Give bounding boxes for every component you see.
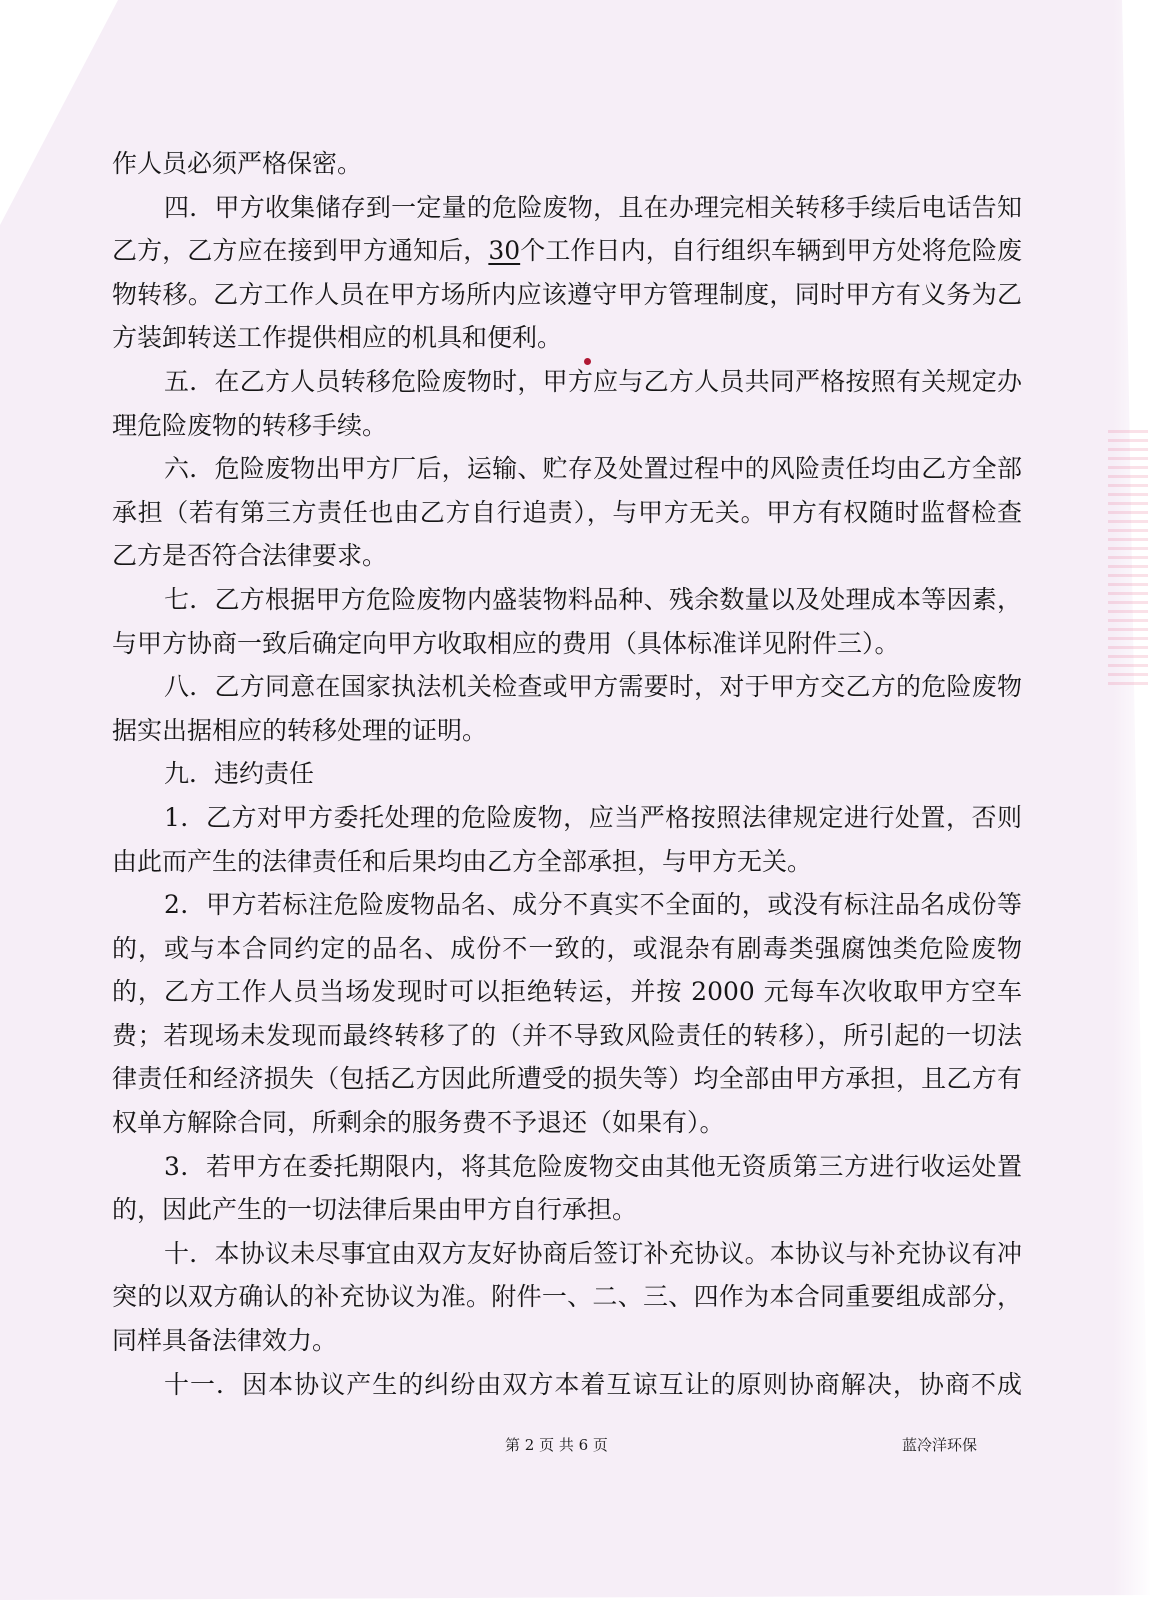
clause-4-text: 四．甲方收集储存到一定量的危险废物，且在办理完相关转移手续后电话告知乙方，乙方应在接到甲方通知后，: [112, 192, 1022, 266]
clause-5: 五．在乙方人员转移危险废物时，甲方应与乙方人员共同严格按照有关规定办理危险废物的转移手续。: [112, 366, 1022, 440]
seal-bleed-through: [1108, 430, 1148, 690]
clause-4-text-tail: 个工作日内，自行组织车辆到甲方处将危险废物转移。乙方工作人员在甲方场所内应该遵守甲方管理制度，同时甲方有义务为乙方装卸转送工作提供相应的机具和便利。: [112, 236, 1022, 353]
clause-9-item-2: 2．甲方若标注危险废物品名、成分不真实不全面的，或没有标注品名成份等的，或与本合同约定的品名、成份不一致的，或混杂有剧毒类强腐蚀类危险废物的，乙方工作人员当场发现时可以拒绝转运，并按 2000 元每车次收取甲方空车费；若现场未发现而最终转移了的（并不导致风险责任的转移），所引起的一切法律责任和经济损失（包括乙方因此所遭受的损失等）均全部由甲方承担，且乙方有权单方解除合同，所剩余的服务费不予退还（如果有）。: [112, 890, 1022, 1138]
page-edge: [1113, 0, 1153, 1600]
contract-body: [112, 142, 1022, 1406]
clause-9-heading: 九．违约责任: [164, 759, 315, 789]
clause-9-item-1: 1．乙方对甲方委托处理的危险废物，应当严格按照法律规定进行处置，否则由此而产生的法律责任和后果均由乙方全部承担，与甲方无关。: [112, 802, 1022, 876]
days-value: 30: [488, 236, 521, 266]
clause-11: 十一．因本协议产生的纠纷由双方本着互谅互让的原则协商解决，协商不成: [164, 1369, 1022, 1399]
page-footer: [0, 1434, 1153, 1458]
paragraph-continued: 作人员必须严格保密。: [112, 149, 363, 178]
company-name: 蓝冷洋环保: [902, 1436, 978, 1454]
clause-10: 十．本协议未尽事宜由双方友好协商后签订补充协议。本协议与补充协议有冲突的以双方确认的补充协议为准。附件一、二、三、四作为本合同重要组成部分，同样具备法律效力。: [112, 1238, 1022, 1356]
clause-8: 八．乙方同意在国家执法机关检查或甲方需要时，对于甲方交乙方的危险废物据实出据相应的转移处理的证明。: [112, 672, 1022, 745]
clause-9-item-3: 3．若甲方在委托期限内，将其危险废物交由其他无资质第三方进行收运处置的，因此产生的一切法律后果由甲方自行承担。: [112, 1151, 1022, 1225]
clause-6: 六．危险废物出甲方厂后，运输、贮存及处置过程中的风险责任均由乙方全部承担（若有第三方责任也由乙方自行追责），与甲方无关。甲方有权随时监督检查乙方是否符合法律要求。: [112, 454, 1022, 571]
clause-7: 七．乙方根据甲方危险废物内盛装物料品种、残余数量以及处理成本等因素，与甲方协商一致后确定向甲方收取相应的费用（具体标准详见附件三）。: [112, 584, 1022, 658]
page-number: 第 2 页 共 6 页: [505, 1436, 608, 1454]
clause-4: [112, 186, 1022, 360]
